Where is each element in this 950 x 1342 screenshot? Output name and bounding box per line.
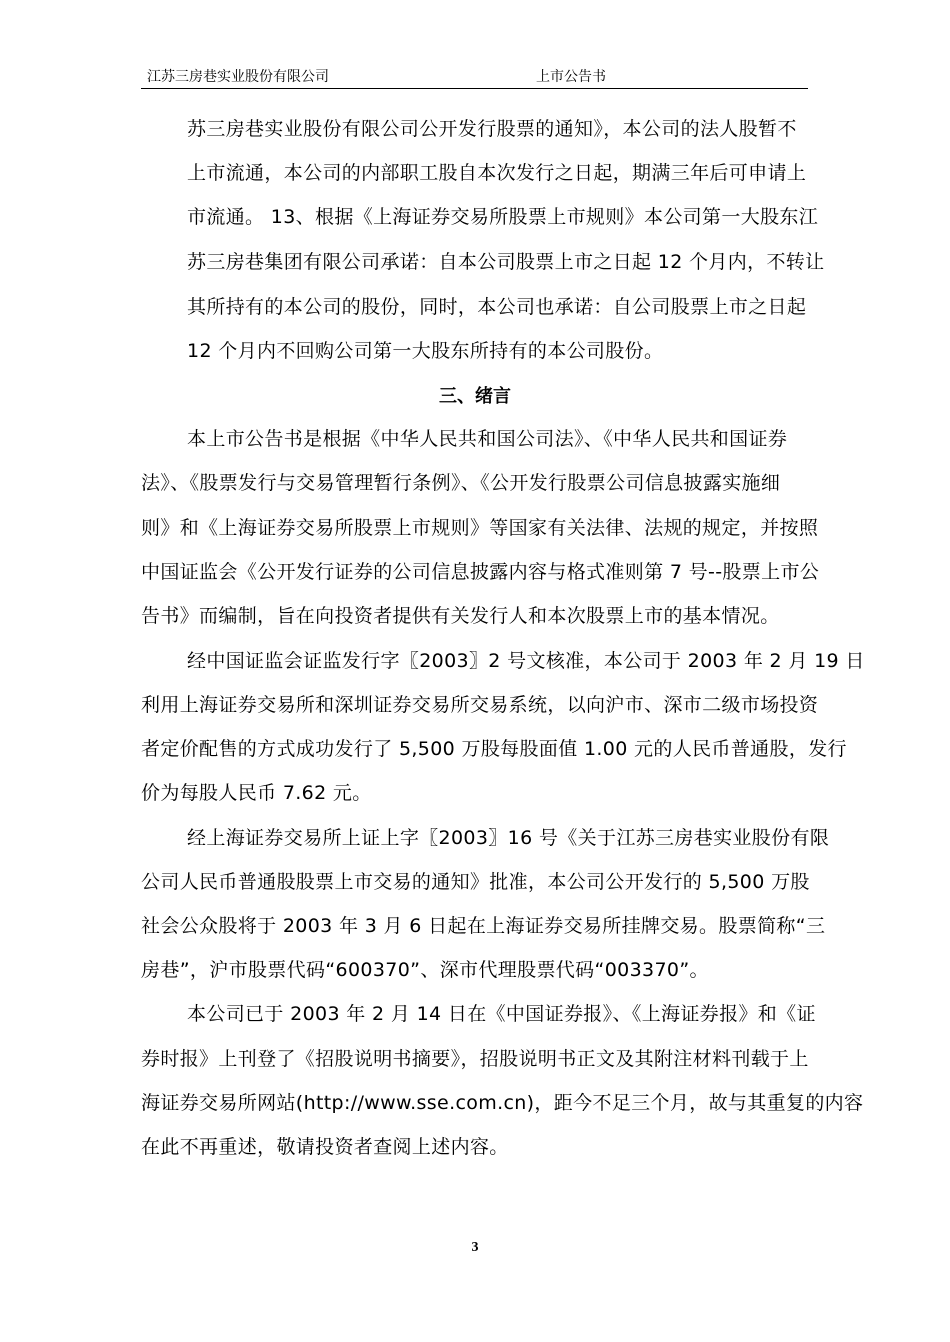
text-line: 法》、《股票发行与交易管理暂行条例》、《公开发行股票公司信息披露实施细 [141,472,781,494]
text-line: 公司人民币普通股股票上市交易的通知》批准，本公司公开发行的 5,500 万股 [141,871,810,893]
text-line: 告书》而编制，旨在向投资者提供有关发行人和本次股票上市的基本情况。 [141,605,780,627]
text-line: 苏三房巷集团有限公司承诺：自本公司股票上市之日起 12 个月内，不转让 [187,251,825,273]
text-line: 利用上海证券交易所和深圳证券交易所交易系统，以向沪市、深市二级市场投资 [141,694,819,716]
header-document-title: 上市公告书 [536,69,606,85]
page-number: 3 [471,1240,479,1255]
text-line: 房巷”，沪市股票代码“600370”、深市代理股票代码“003370”。 [141,959,709,981]
text-line: 经中国证监会证监发行字〖2003〗2 号文核准，本公司于 2003 年 2 月 19 日 [187,650,865,672]
text-line: 社会公众股将于 2003 年 3 月 6 日起在上海证券交易所挂牌交易。股票简称“三 [141,915,826,937]
text-line: 市流通。 13、根据《上海证券交易所股票上市规则》本公司第一大股东江 [187,206,819,228]
page-header [141,66,808,89]
text-line: 12 个月内不回购公司第一大股东所持有的本公司股份。 [187,340,664,362]
text-line: 苏三房巷实业股份有限公司公开发行股票的通知》，本公司的法人股暂不 [187,118,797,140]
text-line: 上市流通，本公司的内部职工股自本次发行之日起，期满三年后可申请上 [187,162,807,184]
text-line: 券时报》上刊登了《招股说明书摘要》，招股说明书正文及其附注材料刊载于上 [141,1048,809,1070]
text-line: 本公司已于 2003 年 2 月 14 日在《中国证券报》、《上海证券报》和《证 [187,1003,816,1025]
header-company-name: 江苏三房巷实业股份有限公司 [147,69,329,85]
text-line: 价为每股人民币 7.62 元。 [141,782,372,804]
section-title: 三、绪言 [439,386,511,407]
text-line: 中国证监会《公开发行证券的公司信息披露内容与格式准则第 7 号--股票上市公 [141,561,820,583]
text-line: 经上海证券交易所上证上字〖2003〗16 号《关于江苏三房巷实业股份有限 [187,827,830,849]
text-line: 者定价配售的方式成功发行了 5,500 万股每股面值 1.00 元的人民币普通股，发行 [141,738,847,760]
text-line: 本上市公告书是根据《中华人民共和国公司法》、《中华人民共和国证券 [187,428,788,450]
text-line: 则》和《上海证券交易所股票上市规则》等国家有关法律、法规的规定，并按照 [141,517,819,539]
text-line: 其所持有的本公司的股份，同时，本公司也承诺：自公司股票上市之日起 [187,296,807,318]
text-line: 在此不再重述，敬请投资者查阅上述内容。 [141,1136,509,1158]
text-line: 海证券交易所网站(http://www.sse.com.cn)，距今不足三个月，故与其重复的内容 [141,1092,864,1114]
